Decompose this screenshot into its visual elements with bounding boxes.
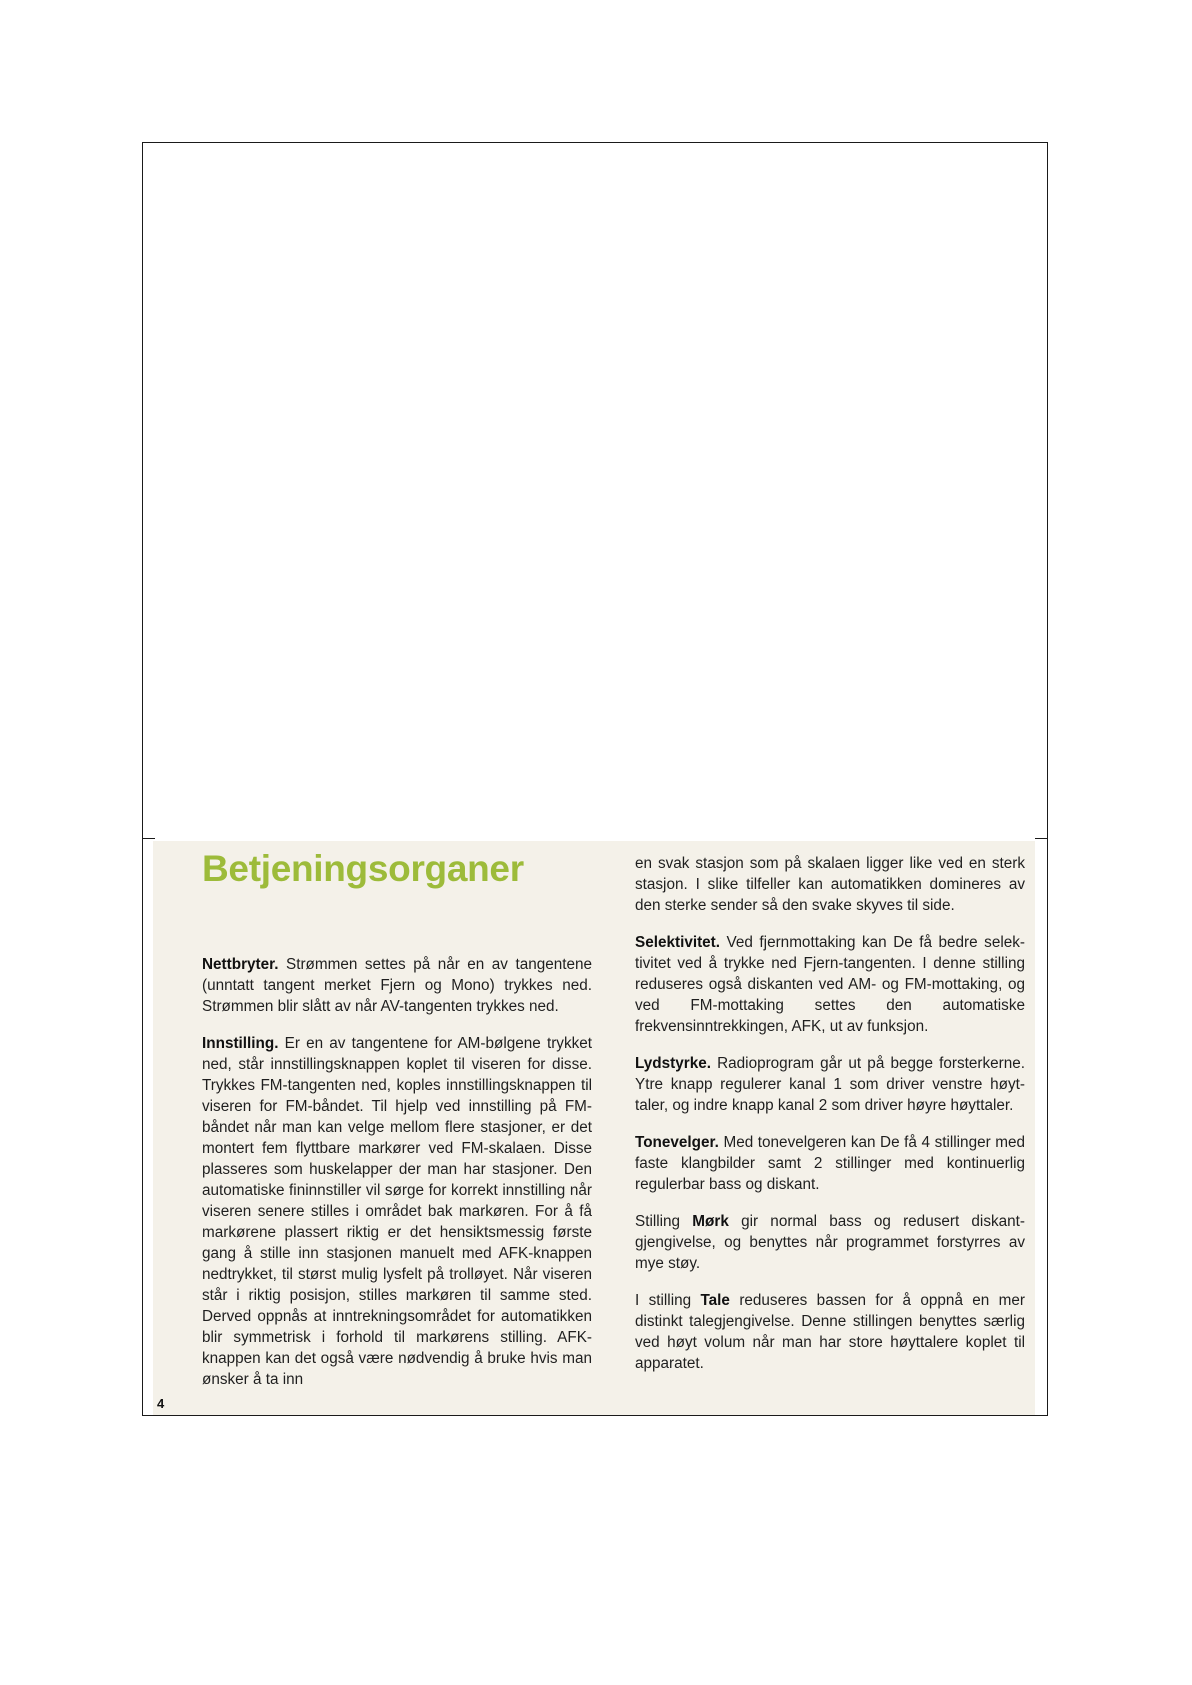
paragraph-text: Ved fjernmottaking kan De få bedre selektivitet ved å trykke ned Fjern-tangenten. I denne stilling reduseres også diskanten ved AM- og FM-mottaking, og ved FM-mottaking settes den automatiske frekvensinntrekkingen, AFK, ut av funksjon.: [635, 934, 1025, 1035]
paragraph-text: Strømmen settes på når en av tangentene (unntatt tangent merket Fjern og Mono) trykkes ned. Strømmen blir slått av når AV-tangenten trykkes ned.: [202, 956, 593, 1015]
paragraph-prefix: Stilling: [635, 1213, 681, 1230]
left-column: [202, 954, 592, 1406]
page-title: Betjeningsorganer: [202, 848, 524, 889]
paragraph-heading: Selektivitet.: [635, 934, 721, 951]
paragraph-lydstyrke: [635, 1053, 1025, 1116]
page-number: 4: [157, 1396, 165, 1411]
paragraph-heading: Lydstyrke.: [635, 1055, 711, 1072]
frame-tick-left: [143, 838, 155, 839]
paragraph-keyword: Tale: [700, 1292, 730, 1309]
paragraph-tale: [635, 1290, 1025, 1374]
paragraph-heading: Innstilling.: [202, 1035, 279, 1052]
right-column: [635, 853, 1025, 1390]
paragraph-selektivitet: [635, 932, 1025, 1037]
paragraph-nettbryter: [202, 954, 592, 1017]
paragraph-continuation: [635, 853, 1025, 916]
paragraph-heading: Tonevelger.: [635, 1134, 719, 1151]
paragraph-text: Med tonevelgeren kan De få 4 stillinger med faste klangbilder samt 2 stillinger med kontinuerlig regulerbar bass og diskant.: [635, 1134, 1026, 1193]
paragraph-text: en svak stasjon som på skalaen ligger like ved en sterk stasjon. I slike tilfeller kan automatikken domineres av den sterke sender så den svake skyves til side.: [635, 855, 1025, 914]
paragraph-text: gir normal bass og redusert diskantgjengivelse, og benyttes når programmet forstyrres av mye støy.: [635, 1213, 1026, 1272]
paragraph-text: Radioprogram går ut på begge forsterkerne. Ytre knapp regulerer kanal 1 som driver venstre høyttaler, og indre knapp kanal 2 som driver høyre høyttaler.: [635, 1055, 1025, 1114]
paragraph-mork: [635, 1211, 1025, 1274]
paragraph-heading: Nettbryter.: [202, 956, 279, 973]
paragraph-innstilling: [202, 1033, 592, 1390]
frame-tick-right: [1035, 838, 1047, 839]
paragraph-tonevelger: [635, 1132, 1025, 1195]
paragraph-text: Er en av tangentene for AM-bølgene trykket ned, står innstillingsknappen koplet til viseren for disse. Trykkes FM-tangenten ned, koples innstillingsknappen til viseren for FM-båndet. Til hjelp ved innstilling på FM-båndet når man kan velge mellom flere stasjoner, er det montert fem flyttbare markører ved FM-skalaen. Disse plasseres som huskelapper der man har stasjoner. Den automatiske fininnstiller vil sørge for korrekt innstilling når viseren senere stilles i området bak markøren. For å få markørene plassert riktig er det hensiktsmessig første gang å stille inn stasjonen manuelt med AFK-knappen nedtrykket, til størst mulig lysfelt på trolløyet. Når viseren står i riktig posisjon, stilles markøren til samme sted. Derved oppnås at inntrekningsområdet for automatikken blir symmetrisk i forhold til markørens stilling. AFK-knappen kan det også være nødvendig å bruke hvis man ønsker å ta inn: [202, 1035, 593, 1388]
paragraph-text: reduseres bassen for å oppnå en mer distinkt talegjengivelse. Denne stillingen benyttes særlig ved høyt volum når man har store høyttalere koplet til apparatet.: [635, 1292, 1026, 1372]
paragraph-prefix: I stilling: [635, 1292, 692, 1309]
paragraph-keyword: Mørk: [692, 1213, 729, 1230]
